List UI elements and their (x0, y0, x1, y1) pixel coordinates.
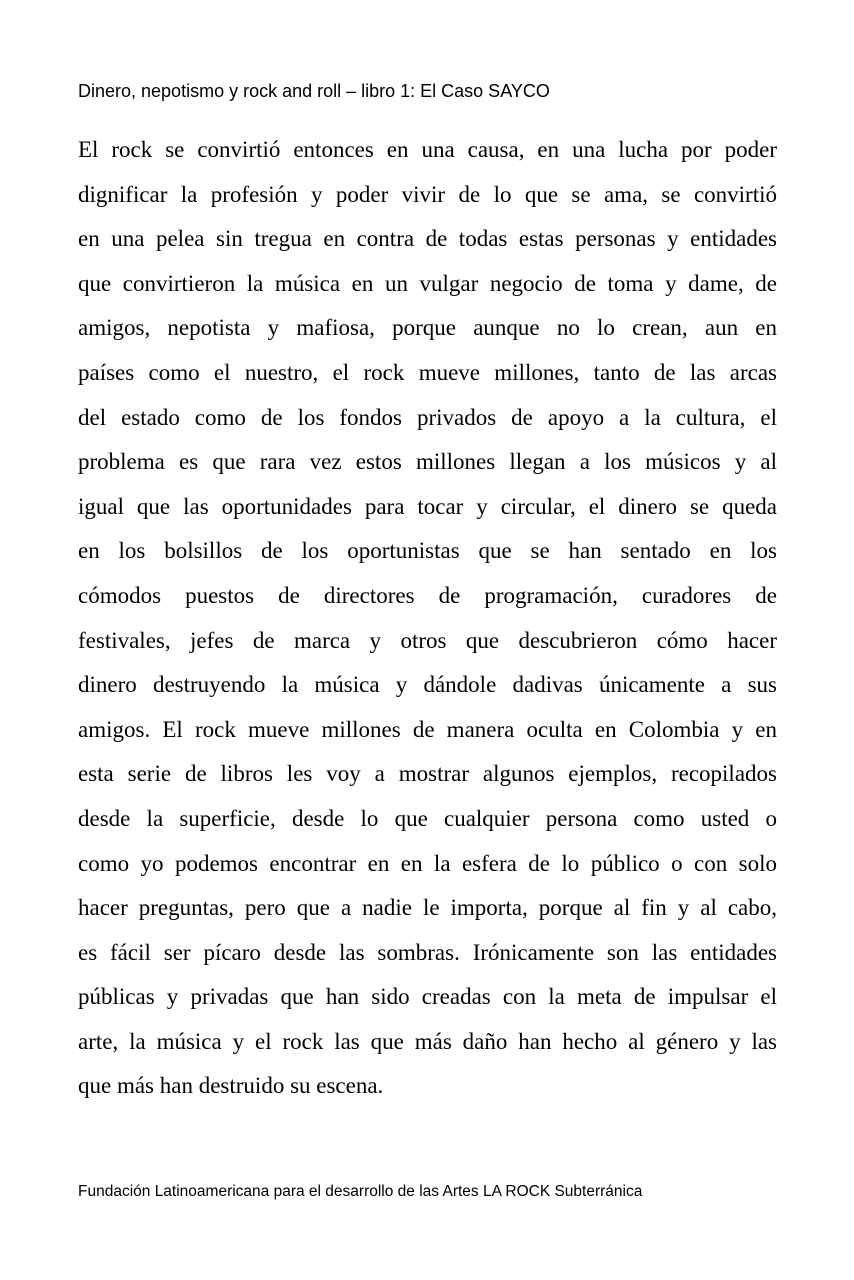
paragraph-line: problema es que rara vez estos millones llegan a los músicos y al (78, 449, 777, 475)
paragraph-line: que más han destruido su escena. (78, 1073, 384, 1099)
paragraph-line: dignificar la profesión y poder vivir de lo que se ama, se convirtió (78, 181, 777, 207)
paragraph-line: amigos, nepotista y mafiosa, porque aunque no lo crean, aun en (78, 315, 777, 341)
paragraph-line: igual que las oportunidades para tocar y circular, el dinero se queda (78, 493, 777, 519)
paragraph-line: cómodos puestos de directores de programación, curadores de (78, 582, 777, 608)
paragraph-line: es fácil ser pícaro desde las sombras. Irónicamente son las entidades (78, 939, 777, 965)
paragraph-line: desde la superficie, desde lo que cualquier persona como usted o (78, 805, 777, 831)
paragraph-line: que convirtieron la música en un vulgar negocio de toma y dame, de (78, 270, 777, 296)
paragraph-line: públicas y privadas que han sido creadas con la meta de impulsar el (78, 984, 777, 1010)
page-footer: Fundación Latinoamericana para el desarrollo de las Artes LA ROCK Subterránica (78, 1183, 643, 1200)
paragraph-line: en una pelea sin tregua en contra de todas estas personas y entidades (78, 226, 777, 252)
paragraph-line: del estado como de los fondos privados de apoyo a la cultura, el (78, 404, 777, 430)
paragraph-line: El rock se convirtió entonces en una causa, en una lucha por poder (78, 137, 777, 162)
paragraph-line: dinero destruyendo la música y dándole dadivas únicamente a sus (78, 672, 777, 698)
paragraph-line: amigos. El rock mueve millones de manera oculta en Colombia y en (78, 716, 777, 742)
paragraph-line: festivales, jefes de marca y otros que descubrieron cómo hacer (78, 627, 777, 653)
paragraph-line: países como el nuestro, el rock mueve millones, tanto de las arcas (78, 359, 777, 385)
paragraph-line: arte, la música y el rock las que más daño han hecho al género y las (78, 1028, 777, 1054)
body-paragraph (78, 128, 777, 1109)
paragraph-line: como yo podemos encontrar en en la esfera de lo público o con solo (78, 850, 777, 876)
paragraph-line: esta serie de libros les voy a mostrar algunos ejemplos, recopilados (78, 761, 777, 787)
paragraph-line: en los bolsillos de los oportunistas que se han sentado en los (78, 538, 777, 564)
page-header: Dinero, nepotismo y rock and roll – libro 1: El Caso SAYCO (78, 81, 550, 101)
paragraph-line: hacer preguntas, pero que a nadie le importa, porque al fin y al cabo, (78, 895, 777, 921)
